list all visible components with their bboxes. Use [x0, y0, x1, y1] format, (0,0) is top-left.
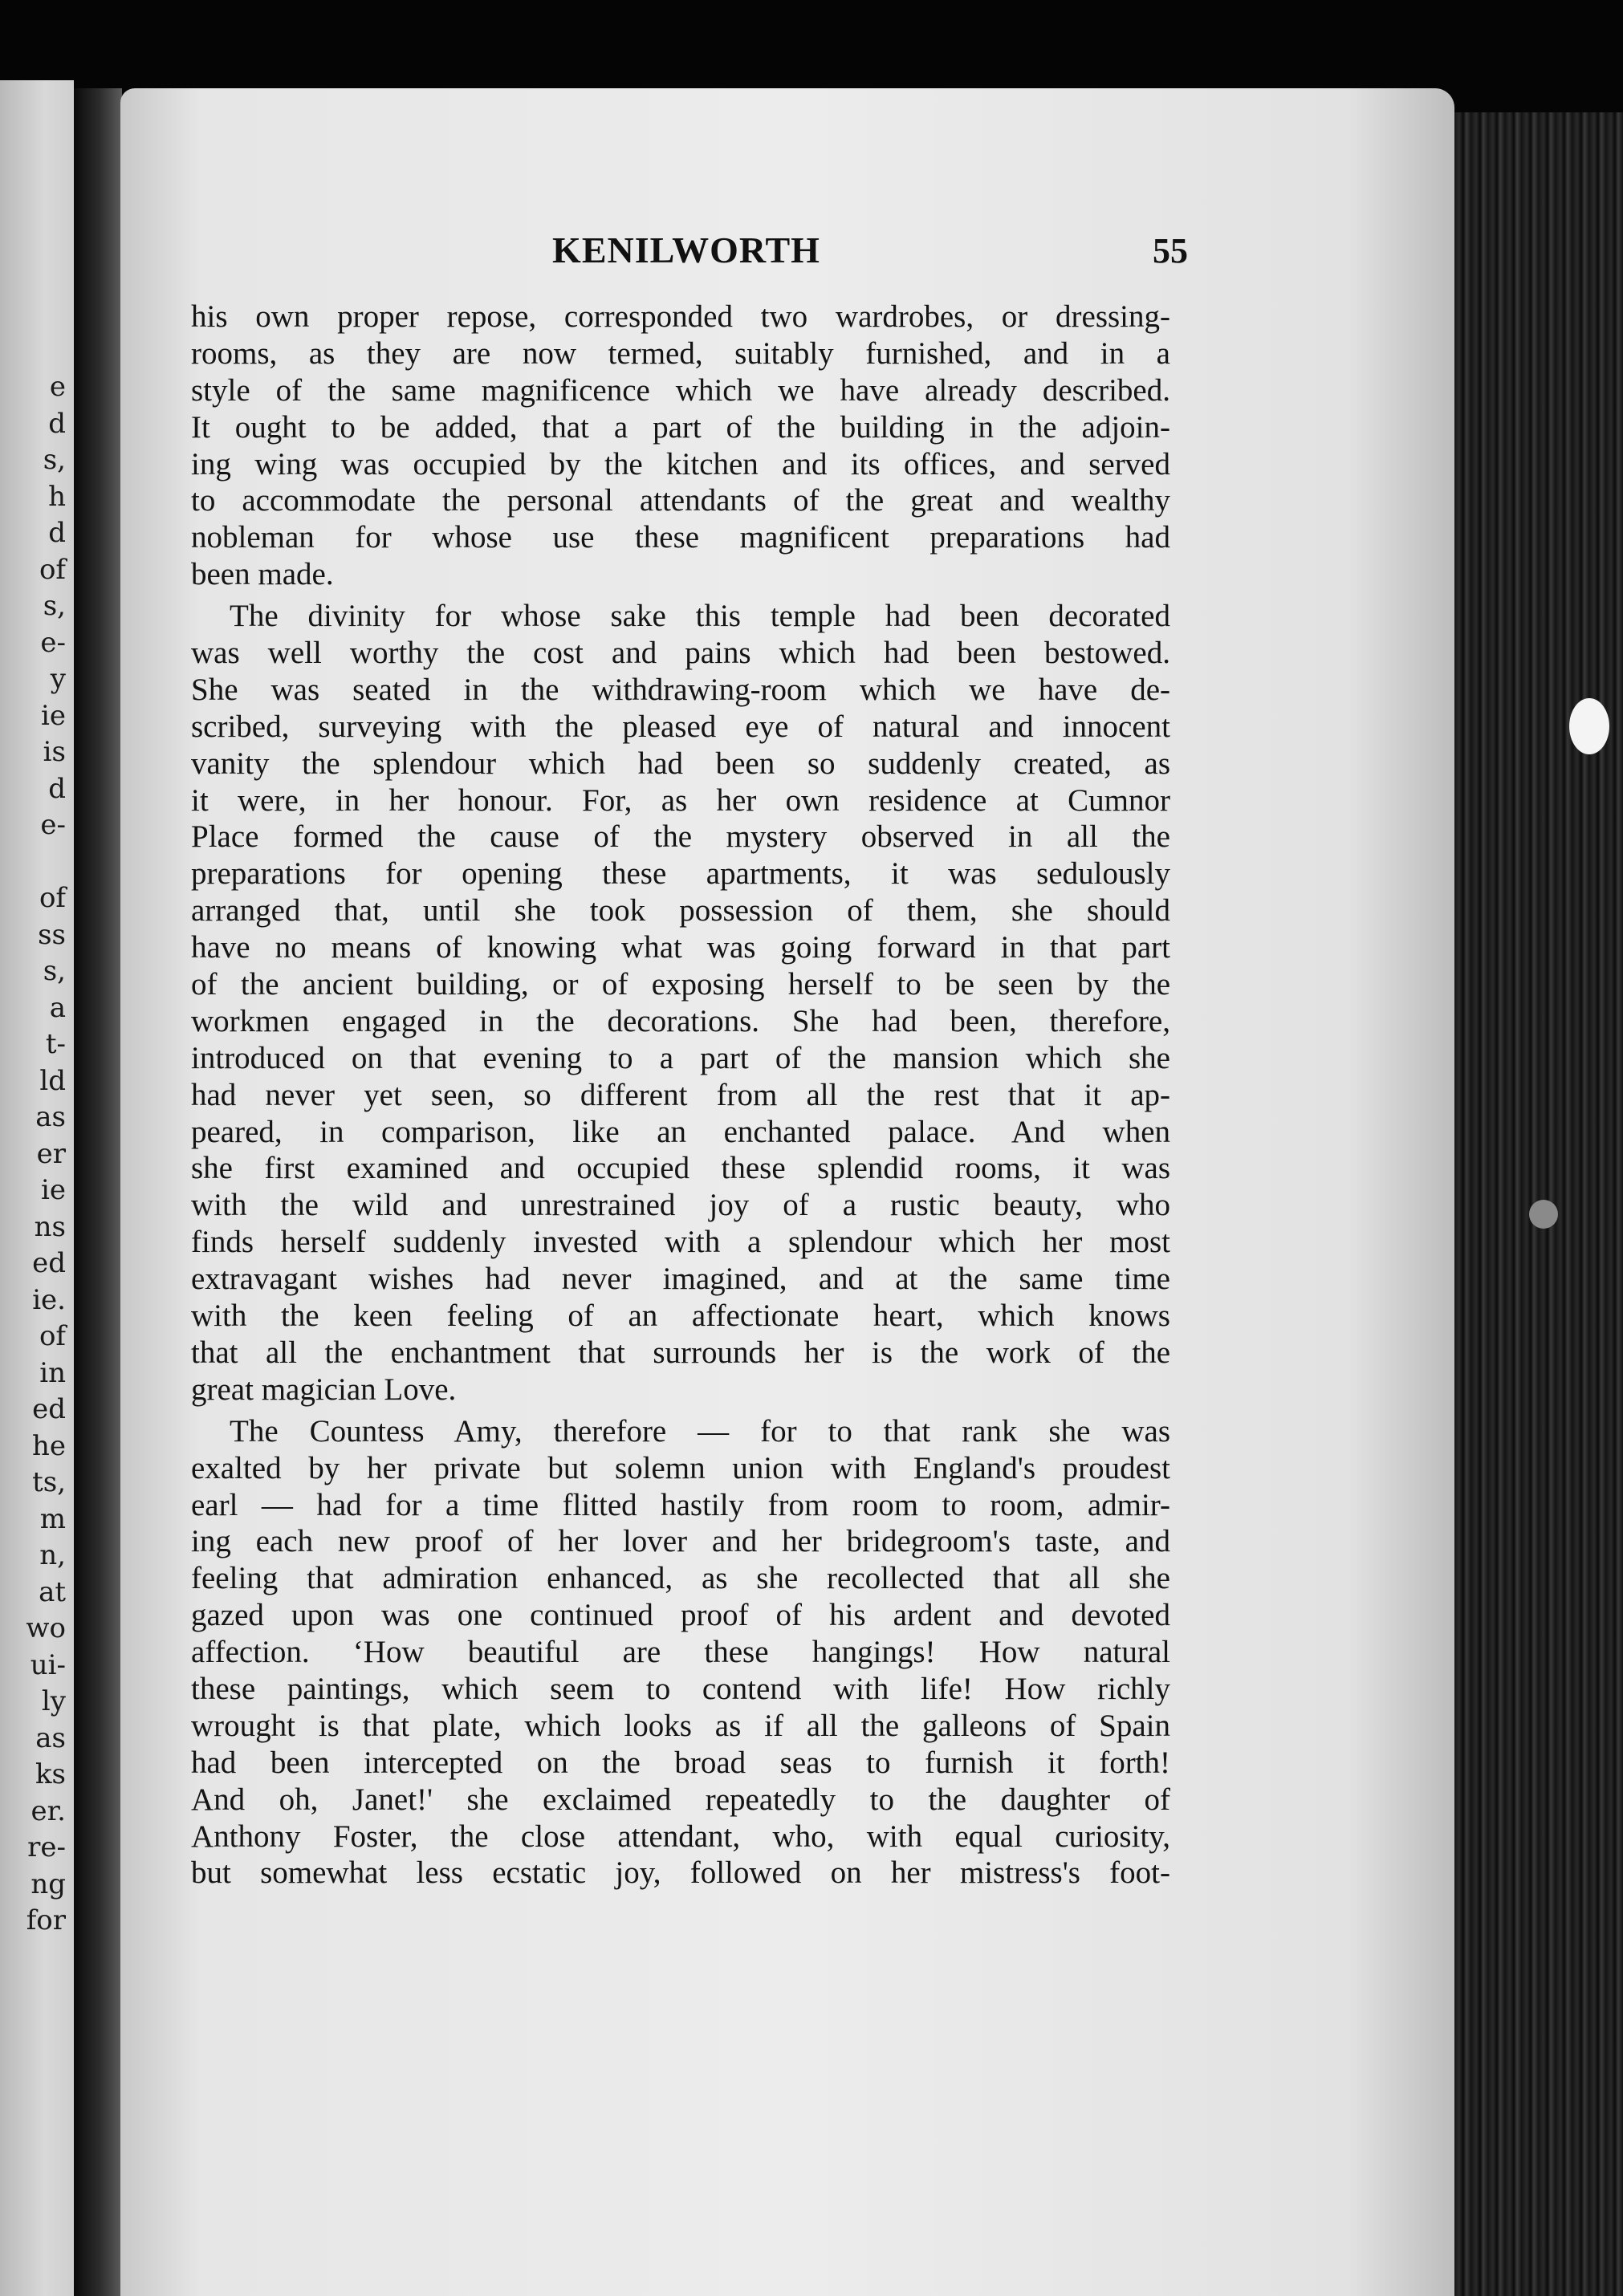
paragraph: [191, 1413, 1170, 1892]
paragraph: [191, 598, 1170, 1408]
facing-page-fragment: is: [43, 736, 66, 768]
facing-page-fragment: of: [39, 882, 66, 914]
facing-page-fragment: ie: [41, 1174, 66, 1206]
paragraph: [191, 299, 1170, 593]
text-line: She was seated in the withdrawing-room which we have de-: [191, 672, 1170, 707]
text-line: affection. ‘How beautiful are these hangings! How natural: [191, 1635, 1170, 1670]
facing-page-fragment: wo: [26, 1612, 66, 1644]
facing-page-fragment: d: [48, 517, 66, 549]
text-line: peared, in comparison, like an enchanted palace. And when: [191, 1114, 1170, 1149]
edge-grey-spot: [1529, 1200, 1558, 1229]
text-line: ing each new proof of her lover and her bridegroom's taste, and: [191, 1524, 1170, 1559]
text-line: gazed upon was one continued proof of his ardent and devoted: [191, 1598, 1170, 1633]
text-line: she first examined and occupied these splendid rooms, it was: [191, 1151, 1170, 1186]
text-line: ing wing was occupied by the kitchen and its offices, and served: [191, 446, 1170, 482]
text-line: It ought to be added, that a part of the building in the adjoin-: [191, 409, 1170, 445]
text-line: finds herself suddenly invested with a splendour which her most: [191, 1225, 1170, 1260]
text-line: with the keen feeling of an affectionate heart, which knows: [191, 1298, 1170, 1334]
text-line: And oh, Janet!' she exclaimed repeatedly to the daughter of: [191, 1782, 1170, 1817]
facing-page-fragment: er: [36, 1137, 66, 1170]
text-line: with the wild and unrestrained joy of a rustic beauty, who: [191, 1188, 1170, 1223]
page-number: 55: [1153, 231, 1188, 270]
text-line: arranged that, until she took possession of them, she should: [191, 893, 1170, 929]
facing-page-fragment: ld: [39, 1064, 66, 1097]
facing-page-fragment: ed: [32, 1393, 66, 1425]
facing-page-fragment: ie: [41, 699, 66, 732]
text-line: workmen engaged in the decorations. She had been, therefore,: [191, 1003, 1170, 1038]
facing-page-fragment: h: [48, 480, 66, 513]
text-line: vanity the splendour which had been so suddenly created, as: [191, 746, 1170, 781]
text-line: his own proper repose, corresponded two wardrobes, or dressing-: [191, 299, 1170, 334]
text-line: The Countess Amy, therefore — for to that rank she was: [230, 1413, 1170, 1449]
facing-page-fragment: y: [50, 663, 66, 695]
edge-light-spot: [1569, 698, 1609, 754]
facing-page-fragment: in: [39, 1356, 66, 1389]
facing-page-fragment: e: [49, 371, 66, 403]
text-line: it were, in her honour. For, as her own residence at Cumnor: [191, 782, 1170, 818]
facing-page-line-endings: [0, 369, 74, 1940]
body-text: [191, 299, 1170, 1896]
facing-page-fragment: as: [35, 1101, 66, 1133]
text-line: earl — had for a time flitted hastily from room to room, admir-: [191, 1487, 1170, 1522]
text-line: nobleman for whose use these magnificent preparations had: [191, 520, 1170, 555]
facing-page-fragment: d: [48, 772, 66, 805]
text-line: to accommodate the personal attendants of the great and wealthy: [191, 483, 1170, 518]
facing-page-fragment: as: [35, 1721, 66, 1754]
text-line: had never yet seen, so different from all the rest that it ap-: [191, 1077, 1170, 1112]
text-line: style of the same magnificence which we have already described.: [191, 372, 1170, 408]
text-line: preparations for opening these apartments, it was sedulously: [191, 856, 1170, 892]
facing-page-fragment: of: [39, 553, 66, 586]
text-line: exalted by her private but solemn union with England's proudest: [191, 1450, 1170, 1485]
text-line: The divinity for whose sake this temple had been decorated: [230, 599, 1170, 634]
facing-page-fragment: ng: [31, 1867, 66, 1900]
facing-page-fragment: n,: [39, 1539, 66, 1571]
text-line: was well worthy the cost and pains which had been bestowed.: [191, 636, 1170, 671]
facing-page-edge: [0, 80, 74, 2296]
text-line: that all the enchantment that surrounds her is the work of the: [191, 1335, 1170, 1370]
facing-page-fragment: [0, 844, 74, 881]
running-header: [193, 229, 1188, 270]
facing-page-fragment: for: [26, 1904, 66, 1936]
facing-page-fragment: s,: [43, 955, 66, 987]
facing-page-fragment: e-: [40, 626, 66, 659]
text-line: of the ancient building, or of exposing herself to be seen by the: [191, 967, 1170, 1002]
facing-page-fragment: ns: [34, 1210, 66, 1243]
text-line: scribed, surveying with the pleased eye of natural and innocent: [191, 709, 1170, 744]
text-line: but somewhat less ecstatic joy, followed on her mistress's foot-: [191, 1855, 1170, 1891]
facing-page-fragment: d: [48, 407, 66, 440]
facing-page-fragment: ie.: [32, 1283, 66, 1316]
facing-page-fragment: ts,: [32, 1466, 66, 1498]
facing-page-fragment: ui-: [30, 1648, 66, 1681]
book-gutter: [74, 88, 122, 2296]
text-line: feeling that admiration enhanced, as she recollected that all she: [191, 1561, 1170, 1596]
facing-page-fragment: s,: [43, 590, 66, 622]
text-line: Anthony Foster, the close attendant, who, with equal curiosity,: [191, 1819, 1170, 1854]
facing-page-fragment: e-: [40, 809, 66, 841]
facing-page-fragment: he: [31, 1429, 66, 1462]
facing-page-fragment: re-: [27, 1831, 66, 1863]
facing-page-fragment: t-: [45, 1028, 66, 1060]
text-line: have no means of knowing what was going forward in that part: [191, 930, 1170, 965]
text-line: great magician Love.: [191, 1372, 457, 1407]
facing-page-fragment: a: [49, 991, 66, 1024]
facing-page-fragment: s,: [43, 444, 66, 476]
facing-page-fragment: at: [39, 1575, 66, 1608]
text-line: these paintings, which seem to contend with life! How richly: [191, 1671, 1170, 1706]
facing-page-fragment: m: [39, 1502, 66, 1535]
facing-page-fragment: of: [39, 1320, 66, 1352]
text-line: been made.: [191, 557, 334, 592]
facing-page-fragment: ly: [41, 1685, 66, 1717]
text-line: rooms, as they are now termed, suitably furnished, and in a: [191, 335, 1170, 371]
text-line: extravagant wishes had never imagined, and at the same time: [191, 1262, 1170, 1297]
facing-page-fragment: ed: [32, 1247, 66, 1279]
text-line: wrought is that plate, which looks as if all the galleons of Spain: [191, 1708, 1170, 1743]
running-title: KENILWORTH: [552, 230, 820, 270]
facing-page-fragment: ks: [35, 1758, 66, 1790]
text-line: Place formed the cause of the mystery observed in all the: [191, 819, 1170, 855]
text-line: had been intercepted on the broad seas to furnish it forth!: [191, 1745, 1170, 1780]
facing-page-fragment: er.: [31, 1794, 66, 1827]
text-line: introduced on that evening to a part of the mansion which she: [191, 1040, 1170, 1075]
facing-page-fragment: ss: [38, 918, 66, 951]
